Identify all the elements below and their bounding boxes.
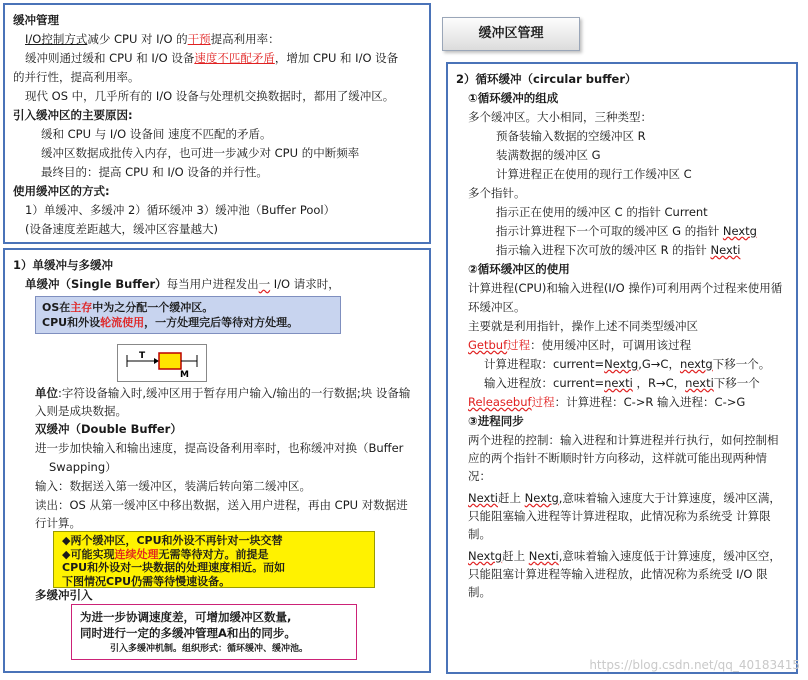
text-line: Releasebuf过程：计算进程：C->R 输入进程：C->G <box>468 395 746 409</box>
buffer-management-panel <box>3 3 431 244</box>
text-line: I/O控制方式减少 CPU 对 I/O 的干预提高利用率： <box>25 32 280 46</box>
multi-buffer-callout: 为进一步协调速度差，可增加缓冲区数量, 同时进行一定的多缓冲管理A和出的同步。 引入多缓冲机制。组织形式：循环缓冲、缓冲池。 <box>71 604 357 660</box>
section-heading: 缓冲管理 <box>13 13 59 27</box>
reason-item: 缓和 CPU 与 I/O 设备间 速度不匹配的矛盾。 <box>41 127 272 141</box>
text-line: 的并行性，提高利用率。 <box>13 70 140 84</box>
reasons-heading: 引入缓冲区的主要原因: <box>13 108 133 122</box>
list-item: 装满数据的缓冲区 G <box>496 148 601 162</box>
single-buffer-diagram <box>117 344 207 382</box>
single-buffer-callout: OS在主存中为之分配一个缓冲区。 CPU和外设轮流使用，一方处理完后等待对方处理。 <box>35 296 341 334</box>
diagram-label-m: M <box>180 370 189 380</box>
subsection-heading: ①循环缓冲的组成 <box>468 91 559 105</box>
method-item: (设备速度差距越大，缓冲区容量越大) <box>25 222 218 236</box>
text-line: 计算进程取：current=Nextg,G→C，nextg下移一个。 <box>484 357 771 371</box>
list-item: 指示计算进程下一个可取的缓冲区 G 的指针 Nextg <box>496 224 757 238</box>
text-line: 多个指针。 <box>468 186 526 200</box>
paragraph: Nextg赶上 Nexti,意味着输入速度低于计算速度，缓冲区空，只能阻塞计算进程等输入进程放，此情况称为系统受 I/O 限制。 <box>468 549 781 599</box>
buffer-management-title: 缓冲区管理 <box>442 17 580 51</box>
paragraph: 两个进程的控制：输入进程和计算进程并行执行，如何控制相应的两个指针不断顺时针方向移动，这样就可能出现两种情况： <box>468 433 779 483</box>
unit-paragraph: 单位:字符设备输入时,缓冲区用于暂存用户输入/输出的一行数据;块 设备输入则是成块数据。 双缓冲（Double Buffer） 进一步加快输入和输出速度，提高设备利用率时，也称缓冲对换（Buffer Swapping） 输入：数据送入第一缓冲区，装满后转向第二缓冲区。 读出：OS 从第一缓冲区中移出数据，送入用户进程，再由 CPU 对数据进行计算。 <box>35 384 419 532</box>
text-line: 输入进程放：current=nexti ，R→C，nexti下移一个 <box>484 376 760 390</box>
paragraph: Nexti赶上 Nextg,意味着输入速度大于计算速度，缓冲区满，只能阻塞输入进程等计算进程取，此情况称为系统受 计算限制。 <box>468 491 781 541</box>
text-line: 输入：数据送入第一缓冲区，装满后转向第二缓冲区。 <box>35 479 311 493</box>
method-item: 1）单缓冲、多缓冲 2）循环缓冲 3）缓冲池（Buffer Pool） <box>25 203 336 217</box>
reason-item: 最终目的：提高 CPU 和 I/O 设备的并行性。 <box>41 165 268 179</box>
diagram-label-t: T <box>139 351 146 361</box>
text-line: 单缓冲（Single Buffer）每当用户进程发出一 I/O 请求时， <box>25 277 340 291</box>
single-double-buffer-panel <box>3 248 431 673</box>
section-heading: 1）单缓冲与多缓冲 <box>13 258 114 272</box>
text-line: 读出：OS 从第一缓冲区中移出数据，送入用户进程，再由 CPU 对数据进行计算。 <box>35 498 408 530</box>
double-buffer-heading: 双缓冲（Double Buffer） <box>35 422 182 436</box>
text-line: Swapping） <box>49 460 117 474</box>
circular-buffer-panel <box>446 62 798 674</box>
list-item: 指示输入进程下次可放的缓冲区 R 的指针 Nexti <box>496 243 741 257</box>
reason-item: 缓冲区数据成批传入内存，也可进一步减少对 CPU 的中断频率 <box>41 146 360 160</box>
text-line: 主要就是利用指针，操作上述不同类型缓冲区 <box>468 319 698 333</box>
list-item: 预备装输入数据的空缓冲区 R <box>496 129 646 143</box>
subsection-heading: ③进程同步 <box>468 414 524 428</box>
text-line: 多个缓冲区。大小相同，三种类型： <box>468 110 652 124</box>
diagram-buffer <box>159 353 181 369</box>
double-buffer-callout: ◆两个缓冲区，CPU和外设不再针对一块交替 ◆可能实现连续处理无需等待对方。前提是 CPU和外设对一块数据的处理速度相近。而如 下图情况CPU仍需等待慢速设备。 <box>53 531 375 588</box>
methods-heading: 使用缓冲区的方式: <box>13 184 110 198</box>
section-heading: 2）循环缓冲（circular buffer） <box>456 72 637 86</box>
subsection-heading: ②循环缓冲区的使用 <box>468 262 570 276</box>
text-line: 缓冲则通过缓和 CPU 和 I/O 设备速度不匹配矛盾，增加 CPU 和 I/O 设备 <box>25 51 399 65</box>
text-line: 现代 OS 中，几乎所有的 I/O 设备与处理机交换数据时，都用了缓冲区。 <box>25 89 395 103</box>
text-line: 进一步加快输入和输出速度，提高设备利用率时，也称缓冲对换（Buffer <box>35 441 404 455</box>
watermark: https://blog.csdn.net/qq_40183415 <box>589 658 800 672</box>
list-item: 计算进程正在使用的现行工作缓冲区 C <box>496 167 692 181</box>
list-item: 指示正在使用的缓冲区 C 的指针 Current <box>496 205 708 219</box>
paragraph: 计算进程(CPU)和输入进程(I/O 操作)可利用两个过程来使用循环缓冲区。 <box>468 281 783 314</box>
multi-buffer-heading: 多缓冲引入 <box>35 588 93 602</box>
text-line: Getbuf过程：使用缓冲区时，可调用该过程 <box>468 338 692 352</box>
